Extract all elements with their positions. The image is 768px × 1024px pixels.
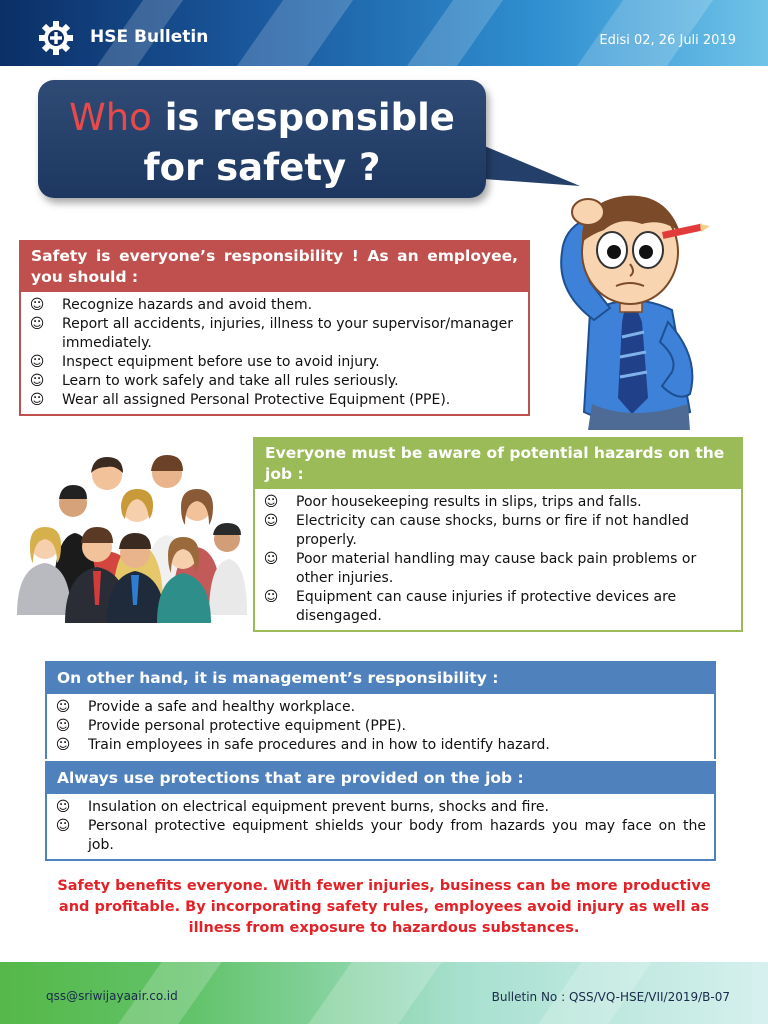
list-item-text: Equipment can cause injuries if protective devices are disengaged. (296, 589, 677, 624)
list-item (55, 817, 706, 855)
list-item-text: Poor housekeeping results in slips, trips and falls. (296, 494, 642, 510)
list-item (29, 391, 520, 410)
smiley-icon: ☺ (55, 737, 71, 753)
list-item-text: Personal protective equipment shields your body from hazards you may face on the job. (88, 818, 706, 853)
smiley-icon: ☺ (29, 392, 45, 408)
smiley-icon: ☺ (29, 373, 45, 389)
protections-list (47, 794, 714, 859)
footer-banner (0, 962, 768, 1024)
list-item-text: Wear all assigned Personal Protective Equipment (PPE). (62, 392, 451, 408)
list-item (29, 315, 520, 353)
list-item (55, 736, 706, 755)
list-item-text: Train employees in safe procedures and in how to identify hazard. (88, 737, 550, 753)
list-item-text: Poor material handling may cause back pain problems or other injuries. (296, 551, 697, 586)
people-group-illustration (15, 455, 247, 623)
hazards-awareness-box (253, 437, 743, 632)
list-item-text: Inspect equipment before use to avoid injury. (62, 354, 380, 370)
list-item (29, 353, 520, 372)
list-item-text: Electricity can cause shocks, burns or fire if not handled properly. (296, 513, 690, 548)
smiley-icon: ☺ (55, 718, 71, 734)
list-item (55, 717, 706, 736)
protections-box (45, 761, 716, 861)
smiley-icon: ☺ (263, 589, 279, 605)
smiley-icon: ☺ (263, 494, 279, 510)
list-item (29, 372, 520, 391)
employee-list (21, 292, 528, 414)
list-item-text: Insulation on electrical equipment prevent burns, shocks and fire. (88, 799, 549, 815)
headline-who: Who (69, 96, 152, 139)
smiley-icon: ☺ (55, 818, 71, 834)
footer-stripe (308, 962, 441, 1024)
gear-plus-icon (38, 20, 74, 56)
list-item-text: Recognize hazards and avoid them. (62, 297, 313, 313)
thinking-character-illustration (550, 172, 710, 430)
list-item (263, 588, 733, 626)
smiley-icon: ☺ (263, 551, 279, 567)
bulletin-title: HSE Bulletin (90, 27, 209, 47)
header-stripe (407, 0, 503, 66)
protections-box-heading: Always use protections that are provided on the job : (47, 763, 714, 794)
list-item (55, 798, 706, 817)
contact-email[interactable]: qss@sriwijayaair.co.id (46, 989, 178, 1003)
smiley-icon: ☺ (55, 799, 71, 815)
smiley-icon: ☺ (55, 699, 71, 715)
list-item (29, 296, 520, 315)
smiley-icon: ☺ (29, 316, 45, 332)
list-item (263, 512, 733, 550)
smiley-icon: ☺ (29, 354, 45, 370)
header-banner (0, 0, 768, 66)
smiley-icon: ☺ (29, 297, 45, 313)
list-item (263, 493, 733, 512)
closing-statement: Safety benefits everyone. With fewer injuries, business can be more productive and profitable. By incorporating safety rules, employees avoid injury as well as illness from exposure to hazardous substances. (57, 878, 711, 936)
header-stripe (237, 0, 353, 66)
headline-rest: is responsible (151, 96, 455, 139)
list-item (263, 550, 733, 588)
list-item-text: Provide a safe and healthy workplace. (88, 699, 356, 715)
smiley-icon: ☺ (263, 513, 279, 529)
list-item-text: Report all accidents, injuries, illness to your supervisor/manager immediately. (62, 316, 514, 351)
hazards-list (255, 489, 741, 630)
list-item-text: Learn to work safely and take all rules seriously. (62, 373, 399, 389)
management-responsibility-box (45, 661, 716, 759)
bulletin-number: Bulletin No : QSS/VQ-HSE/VII/2019/B-07 (491, 990, 730, 1004)
hazards-box-heading: Everyone must be aware of potential hazards on the job : (255, 439, 741, 489)
list-item-text: Provide personal protective equipment (PPE). (88, 718, 406, 734)
headline-line-2: for safety ? (143, 146, 381, 189)
edition-date: Edisi 02, 26 Juli 2019 (599, 33, 736, 48)
title-speech-bubble (38, 80, 486, 198)
headline-line-1 (38, 96, 486, 140)
list-item (55, 698, 706, 717)
employee-box-heading: Safety is everyone’s responsibility ! As an employee, you should : (21, 242, 528, 292)
management-list (47, 694, 714, 759)
management-box-heading: On other hand, it is management’s responsibility : (47, 663, 714, 694)
employee-responsibility-box (19, 240, 530, 416)
